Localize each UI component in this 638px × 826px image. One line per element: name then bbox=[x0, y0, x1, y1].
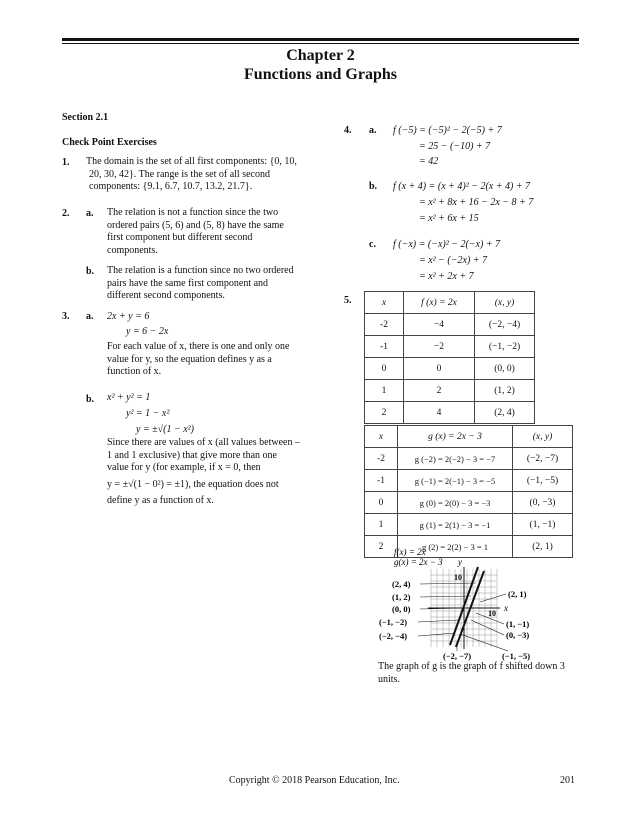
cell: (−2, −7) bbox=[513, 448, 573, 470]
cell: (0, −3) bbox=[513, 492, 573, 514]
caption-line: units. bbox=[378, 673, 400, 685]
x-axis-label: x bbox=[504, 603, 508, 613]
point-label: (0, −3) bbox=[506, 630, 530, 640]
cell: −2 bbox=[404, 336, 475, 358]
cell: (2, 1) bbox=[513, 536, 573, 558]
exercise-3b-line: define y as a function of x. bbox=[107, 495, 214, 506]
point-label: (−1, −5) bbox=[502, 651, 531, 661]
point-label: (2, 4) bbox=[392, 579, 411, 589]
exercise-3a-eq1: 2x + y = 6 bbox=[107, 311, 150, 322]
cell: 2 bbox=[365, 536, 398, 558]
exercise-3b-line: Since there are values of x (all values between – bbox=[107, 437, 300, 448]
col-header: (x, y) bbox=[513, 426, 573, 448]
copyright: Copyright © 2018 Pearson Education, Inc. bbox=[229, 775, 400, 786]
col-header: (x, y) bbox=[475, 292, 535, 314]
col-header: x bbox=[365, 426, 398, 448]
point-label: (0, 0) bbox=[392, 604, 411, 614]
exercise-2a-line: components. bbox=[107, 244, 158, 256]
exercise-4-number: 4. bbox=[344, 125, 352, 136]
exercise-3b-line: value for y (for example, if x = 0, then bbox=[107, 462, 261, 473]
cell: 1 bbox=[365, 380, 404, 402]
cell: (−2, −4) bbox=[475, 314, 535, 336]
point-label: (−1, −2) bbox=[379, 617, 408, 627]
exercise-3a-eq2: y = 6 − 2x bbox=[126, 326, 169, 337]
point-label: (1, −1) bbox=[506, 619, 530, 629]
table-row bbox=[365, 448, 573, 470]
chapter-title: Functions and Graphs bbox=[244, 66, 397, 83]
point-label: (1, 2) bbox=[392, 592, 411, 602]
section-heading: Section 2.1 bbox=[62, 112, 109, 123]
cell: (−1, −5) bbox=[513, 470, 573, 492]
exercise-1-line: components: {9.1, 6.7, 10.7, 13.2, 21.7}. bbox=[89, 181, 253, 192]
exercise-1-line: 20, 30, 42}. The range is the set of all second bbox=[89, 168, 270, 180]
x-tick-label: 10 bbox=[488, 609, 496, 618]
col-header: f (x) = 2x bbox=[404, 292, 475, 314]
exercise-4a-line: f (−5) = (−5)² − 2(−5) + 7 bbox=[393, 125, 502, 136]
page-number: 201 bbox=[560, 775, 575, 786]
col-header: x bbox=[365, 292, 404, 314]
cell: 1 bbox=[365, 514, 398, 536]
exercise-2a-text bbox=[107, 207, 327, 257]
cell: 0 bbox=[365, 492, 398, 514]
exercise-3a-text bbox=[107, 341, 327, 379]
caption-line: The graph of g is the graph of f shifted down 3 bbox=[378, 661, 565, 672]
exercise-4c-line: = x² − (−2x) + 7 bbox=[419, 255, 488, 266]
chapter-heading bbox=[62, 46, 579, 84]
exercise-3a-label: a. bbox=[86, 311, 94, 322]
exercise-3b-eq1: x² + y² = 1 bbox=[107, 392, 151, 403]
exercise-3b-line: y = ±√(1 − 0²) = ±1), the equation does not bbox=[107, 478, 279, 490]
exercise-4b-line: = x² + 8x + 16 − 2x − 8 + 7 bbox=[419, 197, 534, 208]
exercise-2b-text bbox=[107, 265, 327, 303]
point-label: (2, 1) bbox=[508, 589, 527, 599]
table-g-values bbox=[364, 425, 573, 558]
top-rule bbox=[62, 38, 579, 41]
point-labels-bottom bbox=[443, 651, 530, 661]
cell: 0 bbox=[365, 358, 404, 380]
cell: g (−1) = 2(−1) − 3 = −5 bbox=[398, 470, 513, 492]
exercise-2b-line: pairs have the same first component and bbox=[107, 277, 269, 289]
cell: g (1) = 2(1) − 3 = −1 bbox=[398, 514, 513, 536]
exercise-3a-line: function of x. bbox=[107, 366, 162, 377]
table-row bbox=[365, 492, 573, 514]
exercise-4c-label: c. bbox=[369, 239, 376, 250]
cell: (−1, −2) bbox=[475, 336, 535, 358]
table-header-row bbox=[365, 292, 535, 314]
exercise-3a-line: For each value of x, there is one and only one bbox=[107, 341, 290, 352]
table-row bbox=[365, 358, 535, 380]
exercise-3a-line: value for y, so the equation defines y as a bbox=[107, 353, 272, 365]
chapter-number: Chapter 2 bbox=[286, 47, 355, 64]
exercise-2b-line: The relation is a function since no two ordered bbox=[107, 265, 294, 276]
cell: (1, 2) bbox=[475, 380, 535, 402]
cell: 2 bbox=[365, 402, 404, 424]
cell: −4 bbox=[404, 314, 475, 336]
exercise-3b-line: 1 and 1 exclusive) that give more than one bbox=[107, 449, 277, 461]
cell: (2, 4) bbox=[475, 402, 535, 424]
subsection-heading: Check Point Exercises bbox=[62, 137, 157, 148]
function-graph bbox=[360, 545, 580, 663]
exercise-4a-line: = 25 − (−10) + 7 bbox=[419, 141, 491, 152]
cell: (0, 0) bbox=[475, 358, 535, 380]
exercise-3b-text bbox=[107, 437, 329, 508]
exercise-1-number: 1. bbox=[62, 157, 70, 168]
exercise-3b-eq3: y = ±√(1 − x²) bbox=[136, 424, 195, 435]
exercise-2b-line: different second components. bbox=[107, 290, 225, 301]
cell: -2 bbox=[365, 448, 398, 470]
g-label: g(x) = 2x − 3 bbox=[394, 557, 443, 567]
table-header-row bbox=[365, 426, 573, 448]
exercise-4c-line: f (−x) = (−x)² − 2(−x) + 7 bbox=[393, 239, 501, 250]
exercise-2-number: 2. bbox=[62, 208, 70, 219]
exercise-3b-label: b. bbox=[86, 394, 95, 405]
exercise-4a-label: a. bbox=[369, 125, 377, 136]
cell: -2 bbox=[365, 314, 404, 336]
table-row bbox=[365, 514, 573, 536]
exercise-2a-line: first component but different second bbox=[107, 232, 253, 243]
cell: -1 bbox=[365, 470, 398, 492]
cell: 4 bbox=[404, 402, 475, 424]
y-tick-label: 10 bbox=[454, 573, 462, 582]
cell: (1, −1) bbox=[513, 514, 573, 536]
exercise-1-text bbox=[86, 156, 316, 194]
exercise-2b-label: b. bbox=[86, 266, 95, 277]
cell: 0 bbox=[404, 358, 475, 380]
exercise-2a-line: ordered pairs (5, 6) and (5, 8) have the same bbox=[107, 219, 284, 231]
exercise-3-number: 3. bbox=[62, 311, 70, 322]
table-f-values bbox=[364, 291, 535, 424]
y-axis-label: y bbox=[458, 557, 462, 567]
col-header: g (x) = 2x − 3 bbox=[398, 426, 513, 448]
exercise-3b-eq2: y² = 1 − x² bbox=[126, 408, 170, 419]
point-labels-left bbox=[379, 579, 411, 641]
exercise-2a-label: a. bbox=[86, 208, 94, 219]
table-row bbox=[365, 336, 535, 358]
table-row bbox=[365, 314, 535, 336]
point-label: (−2, −4) bbox=[379, 631, 408, 641]
point-labels-right bbox=[506, 589, 529, 640]
exercise-4b-label: b. bbox=[369, 181, 378, 192]
cell: 2 bbox=[404, 380, 475, 402]
table-row bbox=[365, 470, 573, 492]
exercise-4a-line: = 42 bbox=[419, 156, 439, 167]
top-rule-thin bbox=[62, 43, 579, 44]
f-label: f(x) = 2x bbox=[394, 547, 426, 557]
exercise-2a-line: The relation is not a function since the two bbox=[107, 207, 279, 218]
cell: -1 bbox=[365, 336, 404, 358]
cell: g (2) = 2(2) − 3 = 1 bbox=[398, 536, 513, 558]
cell: g (−2) = 2(−2) − 3 = −7 bbox=[398, 448, 513, 470]
g-line bbox=[456, 571, 484, 647]
exercise-4b-line: f (x + 4) = (x + 4)² − 2(x + 4) + 7 bbox=[393, 181, 531, 192]
table-row bbox=[365, 402, 535, 424]
exercise-4b-line: = x² + 6x + 15 bbox=[419, 213, 479, 224]
table-row bbox=[365, 380, 535, 402]
cell: g (0) = 2(0) − 3 = −3 bbox=[398, 492, 513, 514]
point-label: (−2, −7) bbox=[443, 651, 472, 661]
graph-caption bbox=[378, 661, 588, 686]
exercise-1-line: The domain is the set of all first components: {0, 10, bbox=[86, 156, 297, 167]
exercise-5-number: 5. bbox=[344, 295, 352, 306]
exercise-4c-line: = x² + 2x + 7 bbox=[419, 271, 474, 282]
